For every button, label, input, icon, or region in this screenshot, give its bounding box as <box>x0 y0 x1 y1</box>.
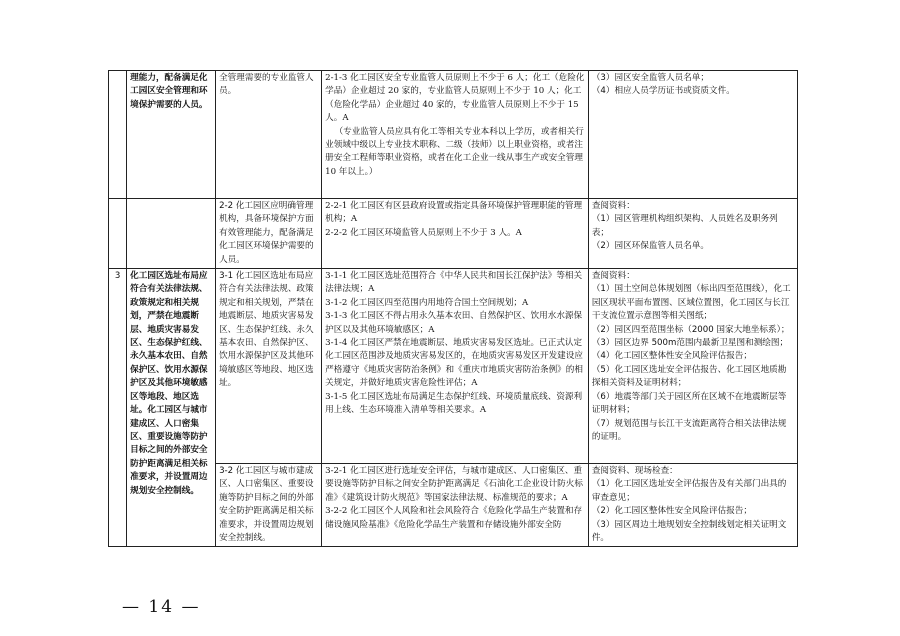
standards-table <box>108 70 798 547</box>
reference-item: （2）化工园区整体性安全风险评估报告； <box>591 506 752 517</box>
sub-item-text: 3-2 化工园区与城市建成区、人口密集区、重要设施等防护目标之间的外部安全防护距离满足相关标准要求，并设置周边规划安全控制线。 <box>219 466 314 544</box>
standard-item: 2-1-3 化工园区安全专业监管人员原则上不少于 6 人；化工（危险化学品）企业超过 20 家的，专业监管人员原则上不少于 10 人；化工（危险化学品）企业超过 40 家的，专业监管人员原则上不少于 15 人。A <box>325 73 585 124</box>
standard-cell <box>322 199 589 269</box>
standard-item: 3-2-2 化工园区个人风险和社会风险符合《危险化学品生产装置和存储设施风险基准》《危险化学品生产装置和存储设施外部安全防 <box>325 506 583 530</box>
standard-cell <box>322 71 589 199</box>
reference-item: （3）园区周边土地规划安全控制线划定相关证明文件。 <box>591 519 787 544</box>
page-number: — 14 — <box>122 597 201 617</box>
sub-item-cell <box>216 71 322 199</box>
principle-cell <box>127 71 216 199</box>
sub-item-cell <box>216 199 322 269</box>
reference-cell <box>588 464 797 547</box>
row-number-cell <box>109 269 127 547</box>
sub-item-text: 3-1 化工园区选址布局应符合有关法律法规、政策规定和相关规划，严禁在地震断层、地质灾害易发区、生态保护红线、永久基本农田、自然保护区、饮用水源保护区及其他环境敏感区等地段、地区选址。 <box>219 271 314 389</box>
reference-item: （6）地震等部门关于园区所在区域不在地震断层等证明材料； <box>591 391 787 416</box>
reference-cell <box>588 269 797 464</box>
table-row <box>109 71 798 199</box>
reference-item: （1）园区管理机构组织架构、人员姓名及职务列表； <box>591 214 778 238</box>
reference-item: （1）国土空间总体规划图（标出四至范围线），化工园区现状平面布置图、区域位置图，化工园区与长江干支流位置示意图等相关图纸； <box>591 284 791 322</box>
row-number-cell <box>109 71 127 199</box>
reference-item: （2）园区四至范围坐标（2000 国家大地坐标系）； <box>591 324 790 335</box>
row-number: 3 <box>114 271 121 282</box>
reference-item: （4）化工园区整体性安全风险评估报告； <box>591 351 752 362</box>
sub-item-text: 全管理需要的专业监管人员。 <box>219 73 314 97</box>
standard-item: 2-2-2 化工园区环境监管人员原则上不少于 3 人。A <box>325 227 522 238</box>
standard-item: 3-1-2 化工园区四至范围内用地符合国土空间规划；A <box>325 297 529 308</box>
reference-item: （5）化工园区选址安全评估报告、化工园区地质勘探相关资料及证明材料； <box>591 364 787 389</box>
standard-cell <box>322 269 589 464</box>
standard-item: 3-1-4 化工园区严禁在地震断层、地质灾害易发区选址。已正式认定化工园区范围涉及地质灾害易发区的，在地质灾害易发区开发建设应严格遵守《地质灾害防治条例》和《重庆市地质灾害防治条例》的相关规定，并做好地质灾害危险性评估；A <box>325 338 583 389</box>
standard-item: 2-2-1 化工园区有区县政府设置或指定具备环境保护管理职能的管理机构；A <box>325 201 583 225</box>
reference-item: （4）相应人员学历证书或资质文件。 <box>591 86 735 97</box>
sub-item-text: 2-2 化工园区应明确管理机构，具备环境保护方面有效管理能力，配备满足化工园区环境保护需要的人员。 <box>219 201 314 265</box>
principle-text: 理能力，配备满足化工园区安全管理和环境保护需要的人员。 <box>130 73 208 110</box>
reference-item: （3）园区安全监管人员名单； <box>591 73 710 83</box>
reference-item: 查阅资料： <box>591 201 635 211</box>
reference-cell <box>588 199 797 269</box>
row-number-cell <box>109 199 127 269</box>
sub-item-cell <box>216 269 322 464</box>
standard-item: 3-1-1 化工园区选址范围符合《中华人民共和国长江保护法》等相关法律法规；A <box>325 271 583 295</box>
reference-item: （3）园区边界 500m范围内最新卫星图和测绘图； <box>591 338 789 349</box>
reference-cell <box>588 71 797 199</box>
standard-item: 3-1-3 化工园区不得占用永久基本农田、自然保护区、饮用水水源保护区以及其他环境敏感区；A <box>325 311 583 335</box>
reference-item: （1）化工园区选址安全评估报告及有关部门出具的审查意见； <box>591 479 787 503</box>
standard-item: 3-1-5 化工园区选址布局满足生态保护红线、环境质量底线、资源利用上线、生态环境准入清单等相关要求。A <box>325 391 583 416</box>
principle-text: 化工园区选址布局应符合有关法律法规、政策规定和相关规划，严禁在地震断层、地质灾害易发区、生态保护红线、永久基本农田、自然保护区、饮用水源保护区及其他环境敏感区等地段、地区选址。化工园区与城市建成区、人口密集区、重要设施等防护目标之间的外部安全防护距离满足相关标准要求，并设置周边规划安全控制线。 <box>130 271 208 496</box>
table-row <box>109 269 798 464</box>
principle-cell <box>127 199 216 269</box>
table-row <box>109 199 798 269</box>
reference-item: （2）园区环保监管人员名单。 <box>591 241 710 252</box>
standard-cell <box>322 464 589 547</box>
reference-item: （7）规划范围与长江干支流距离符合相关法律法规的证明。 <box>591 418 787 442</box>
reference-item: 查阅资料、现场检查： <box>591 466 678 477</box>
standard-item: 3-2-1 化工园区进行选址安全评估，与城市建成区、人口密集区、重要设施等防护目标之间安全防护距离满足《石油化工企业设计防火标准》《建筑设计防火规范》等国家法律法规、标准规范的要求；A <box>325 466 583 503</box>
reference-item: 查阅资料： <box>591 271 635 282</box>
standard-note: （专业监管人员应具有化工等相关专业本科以上学历，或者相关行业领域中级以上专业技术职称、二级（技师）以上职业资格，或者注册安全工程师等职业资格，或者在化工企业一线从事生产或安全管理 10 年以上。） <box>325 126 584 177</box>
sub-item-cell <box>216 464 322 547</box>
principle-cell <box>127 269 216 547</box>
